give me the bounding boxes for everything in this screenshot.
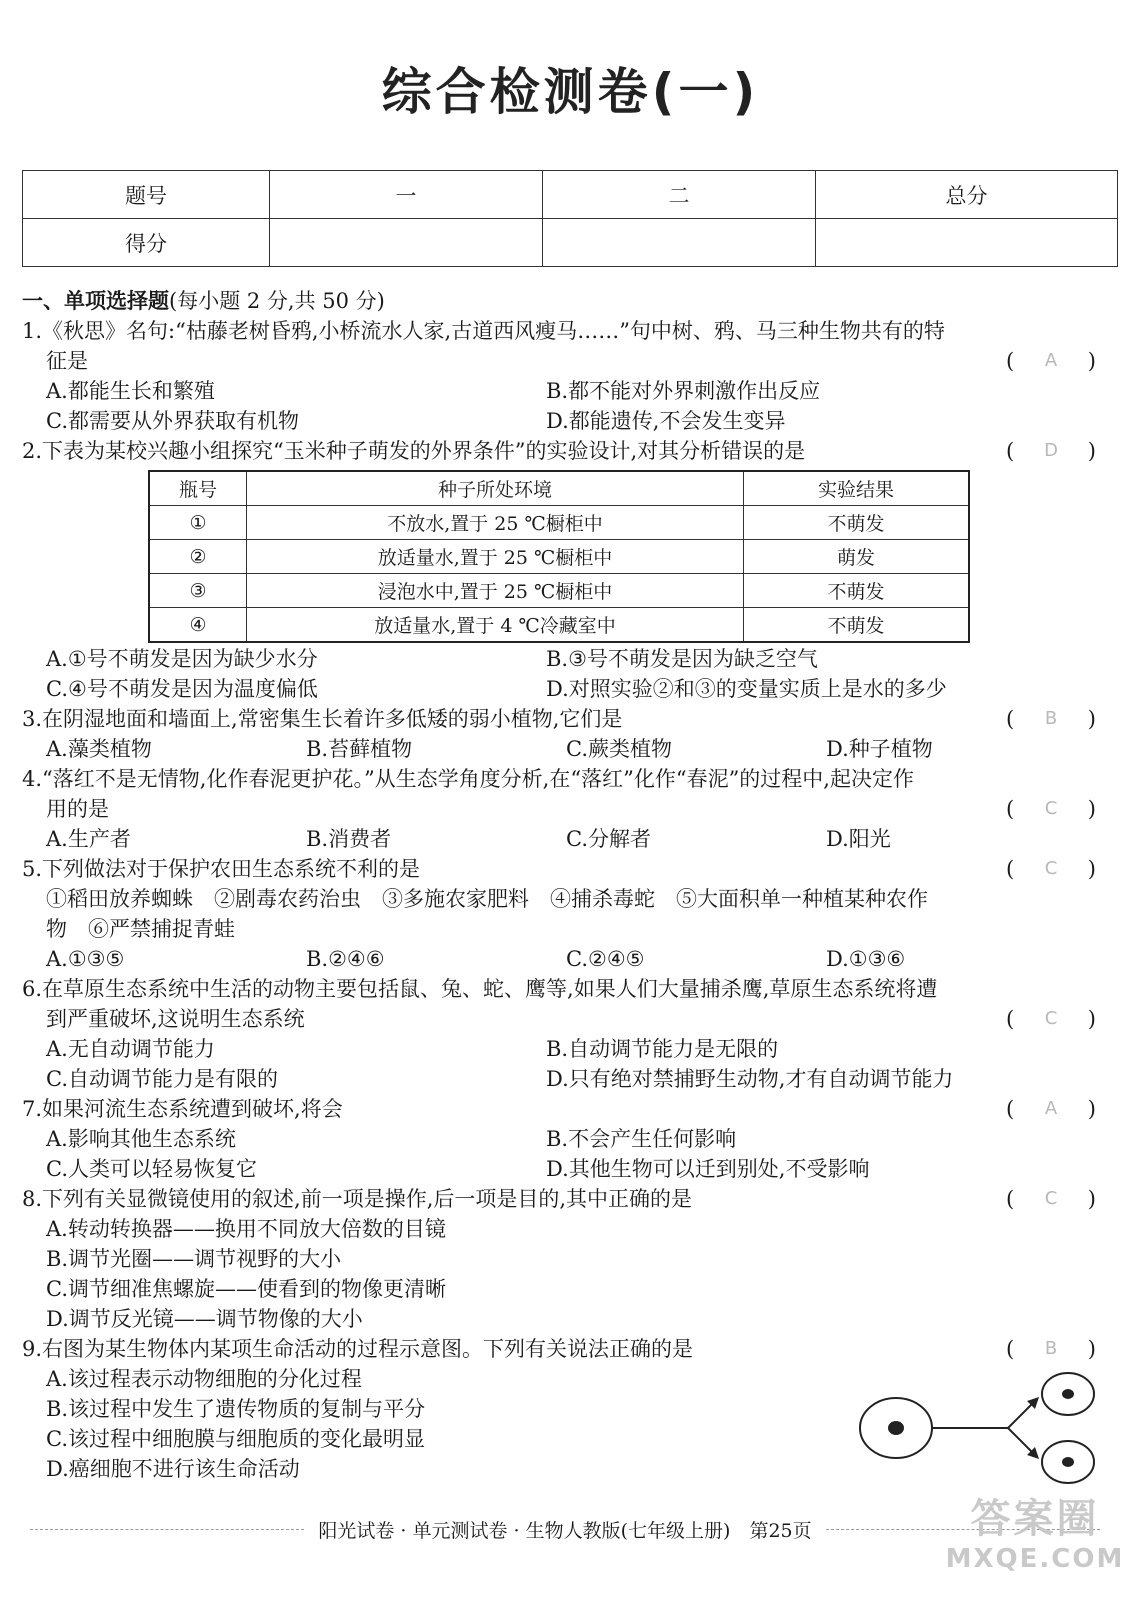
table-header: 种子所处环境 — [247, 471, 744, 506]
question-6-stem-cont — [22, 1004, 1096, 1034]
options-row — [22, 944, 1096, 974]
option-a[interactable]: A.①③⑤ — [46, 947, 125, 971]
answer-box[interactable] — [1006, 436, 1096, 466]
answer-box[interactable] — [1006, 1004, 1096, 1034]
option-d[interactable]: D.只有绝对禁捕野生动物,才有自动调节能力 — [546, 1067, 954, 1091]
question-4-stem-text: 用的是 — [46, 797, 109, 821]
footer-text: 阳光试卷 · 单元测试卷 · 生物人教版(七年级上册) 第25页 — [318, 1519, 812, 1542]
question-9-stem — [22, 1334, 1096, 1364]
option-c[interactable]: C.④号不萌发是因为温度偏低 — [46, 677, 318, 701]
score-entry-cell[interactable] — [816, 219, 1118, 267]
question-6-stem: 6.在草原生态系统中生活的动物主要包括鼠、兔、蛇、鹰等,如果人们大量捕杀鹰,草原生态系统将遭 — [22, 977, 938, 1001]
option-c[interactable]: C.调节细准焦螺旋——使看到的物像更清晰 — [46, 1277, 446, 1301]
option-a[interactable]: A.①号不萌发是因为缺少水分 — [46, 647, 318, 671]
answer-box[interactable] — [1006, 1094, 1096, 1124]
question-4-stem-cont — [22, 794, 1096, 824]
options-row — [22, 1064, 1096, 1094]
option-b[interactable]: B.③号不萌发是因为缺乏空气 — [546, 647, 818, 671]
options-row — [22, 734, 1096, 764]
answer-box[interactable] — [1006, 794, 1096, 824]
question-3-stem — [22, 704, 1096, 734]
options-row — [22, 644, 1096, 674]
answer-box[interactable] — [1006, 1334, 1096, 1364]
option-b[interactable]: B.苔藓植物 — [306, 737, 413, 761]
option-c[interactable]: C.都需要从外界获取有机物 — [46, 409, 299, 433]
paren-open: ( — [1006, 1187, 1015, 1211]
question-8-stem — [22, 1184, 1096, 1214]
option-b[interactable]: B.不会产生任何影响 — [546, 1127, 737, 1151]
option-d[interactable]: D.阳光 — [826, 827, 891, 851]
question-list — [22, 286, 1096, 1484]
table-header: 瓶号 — [149, 471, 247, 506]
option-b[interactable]: B.②④⑥ — [306, 947, 385, 971]
table-row — [149, 540, 969, 574]
score-header-cell: 二 — [543, 171, 816, 219]
option-a[interactable]: A.都能生长和繁殖 — [46, 379, 215, 403]
question-5-stem-text: 5.下列做法对于保护农田生态系统不利的是 — [22, 857, 421, 881]
question-7-stem — [22, 1094, 1096, 1124]
paren-open: ( — [1006, 1007, 1015, 1031]
paren-open: ( — [1006, 1097, 1015, 1121]
section-note: (每小题 2 分,共 50 分) — [169, 289, 385, 313]
option-d[interactable]: D.癌细胞不进行该生命活动 — [46, 1457, 300, 1481]
question-1-stem-text: 征是 — [46, 349, 88, 373]
answer-box[interactable] — [1006, 346, 1096, 376]
option-a[interactable]: A.生产者 — [46, 827, 131, 851]
answer-box[interactable] — [1006, 1184, 1096, 1214]
section-heading — [22, 286, 1096, 316]
options-row — [22, 376, 1096, 406]
table-row — [149, 506, 969, 540]
parent-nucleus — [888, 1421, 904, 1435]
options-row — [22, 406, 1096, 436]
options-row — [22, 1154, 1096, 1184]
paren-close: ) — [1087, 857, 1096, 881]
score-header-cell: 一 — [270, 171, 543, 219]
option-c[interactable]: C.②④⑤ — [566, 947, 645, 971]
option-b[interactable]: B.该过程中发生了遗传物质的复制与平分 — [46, 1397, 426, 1421]
option-d[interactable]: D.对照实验②和③的变量实质上是水的多少 — [546, 677, 947, 701]
question-9-stem-text: 9.右图为某生物体内某项生命活动的过程示意图。下列有关说法正确的是 — [22, 1337, 694, 1361]
option-d[interactable]: D.都能遗传,不会发生变异 — [546, 409, 786, 433]
question-7-stem-text: 7.如果河流生态系统遭到破坏,将会 — [22, 1097, 343, 1121]
answer-letter: B — [1044, 708, 1058, 729]
options-row — [22, 1124, 1096, 1154]
table-cell: ③ — [149, 574, 247, 608]
answer-box[interactable] — [1006, 704, 1096, 734]
answer-box[interactable] — [1006, 854, 1096, 884]
answer-letter: C — [1044, 858, 1058, 879]
daughter-nucleus-bottom — [1062, 1457, 1074, 1467]
option-c[interactable]: C.该过程中细胞膜与细胞质的变化最明显 — [46, 1427, 425, 1451]
table-cell: ② — [149, 540, 247, 574]
table-cell: 放适量水,置于 4 ℃冷藏室中 — [247, 608, 744, 643]
question-4-stem: 4.“落红不是无情物,化作春泥更护花。”从生态学角度分析,在“落红”化作“春泥”的过程中,起决定作 — [22, 767, 914, 791]
table-cell: 浸泡水中,置于 25 ℃橱柜中 — [247, 574, 744, 608]
paren-close: ) — [1087, 1337, 1096, 1361]
score-entry-cell[interactable] — [543, 219, 816, 267]
options-row — [22, 824, 1096, 854]
score-label-cell: 得分 — [23, 219, 270, 267]
option-b[interactable]: B.自动调节能力是无限的 — [546, 1037, 779, 1061]
table-cell: ① — [149, 506, 247, 540]
table-cell: 不萌发 — [744, 608, 970, 643]
question-5-stem — [22, 854, 1096, 884]
paren-open: ( — [1006, 349, 1015, 373]
answer-letter: D — [1044, 440, 1058, 461]
table-cell: ④ — [149, 608, 247, 643]
paren-open: ( — [1006, 797, 1015, 821]
option-c[interactable]: C.自动调节能力是有限的 — [46, 1067, 278, 1091]
option-c[interactable]: C.蕨类植物 — [566, 737, 672, 761]
score-header-cell: 总分 — [816, 171, 1118, 219]
option-c[interactable]: C.分解者 — [566, 827, 651, 851]
question-6-stem-text: 到严重破坏,这说明生态系统 — [46, 1007, 305, 1031]
question-2-stem — [22, 436, 1096, 466]
option-a[interactable]: A.影响其他生态系统 — [46, 1127, 236, 1151]
option-b[interactable]: B.调节光圈——调节视野的大小 — [46, 1247, 342, 1271]
table-cell: 不放水,置于 25 ℃橱柜中 — [247, 506, 744, 540]
section-title: 一、单项选择题 — [22, 288, 169, 313]
paren-close: ) — [1087, 1187, 1096, 1211]
paren-close: ) — [1087, 439, 1096, 463]
question-3-stem-text: 3.在阴湿地面和墙面上,常密集生长着许多低矮的弱小植物,它们是 — [22, 707, 623, 731]
option-a[interactable]: A.该过程表示动物细胞的分化过程 — [46, 1367, 362, 1391]
paren-close: ) — [1087, 707, 1096, 731]
question-1-stem-cont — [22, 346, 1096, 376]
paren-open: ( — [1006, 1337, 1015, 1361]
question-1-stem: 1.《秋思》名句:“枯藤老树昏鸦,小桥流水人家,古道西风瘦马……”句中树、鸦、马三种生物共有的特 — [22, 319, 945, 343]
table-header: 实验结果 — [744, 471, 970, 506]
option-d[interactable]: D.其他生物可以迁到别处,不受影响 — [546, 1157, 870, 1181]
footer-divider — [30, 1529, 304, 1530]
experiment-table-wrap — [22, 466, 1096, 644]
cell-division-diagram — [858, 1370, 1098, 1486]
score-table — [22, 170, 1118, 267]
options-row — [22, 1034, 1096, 1064]
paren-open: ( — [1006, 439, 1015, 463]
question-2-stem-text: 2.下表为某校兴趣小组探究“玉米种子萌发的外界条件”的实验设计,对其分析错误的是 — [22, 439, 806, 463]
table-cell: 萌发 — [744, 540, 970, 574]
table-row — [149, 574, 969, 608]
option-b[interactable]: B.消费者 — [306, 827, 392, 851]
paren-open: ( — [1006, 857, 1015, 881]
paren-open: ( — [1006, 707, 1015, 731]
watermark-url: MXQE.COM — [945, 1544, 1125, 1574]
daughter-nucleus-top — [1062, 1389, 1074, 1399]
table-row — [149, 608, 969, 643]
answer-letter: C — [1044, 1188, 1058, 1209]
option-d[interactable]: D.①③⑥ — [826, 947, 906, 971]
option-c[interactable]: C.人类可以轻易恢复它 — [46, 1157, 257, 1181]
answer-letter: C — [1044, 1008, 1058, 1029]
watermark-text: 答案圈 — [970, 1496, 1100, 1542]
answer-letter: B — [1044, 1338, 1058, 1359]
option-a[interactable]: A.藻类植物 — [46, 737, 152, 761]
page-title: 综合检测卷(一) — [381, 63, 760, 121]
answer-letter: C — [1044, 798, 1058, 819]
paren-close: ) — [1087, 797, 1096, 821]
option-d[interactable]: D.种子植物 — [826, 737, 933, 761]
option-b[interactable]: B.都不能对外界刺激作出反应 — [546, 379, 821, 403]
table-cell: 放适量水,置于 25 ℃橱柜中 — [247, 540, 744, 574]
option-d[interactable]: D.调节反光镜——调节物像的大小 — [46, 1307, 363, 1331]
options-row — [22, 674, 1096, 704]
experiment-table — [148, 470, 970, 643]
paren-close: ) — [1087, 1007, 1096, 1031]
option-a[interactable]: A.转动转换器——换用不同放大倍数的目镜 — [46, 1217, 446, 1241]
answer-letter: A — [1044, 350, 1058, 371]
question-5-items-cont: 物 ⑥严禁捕捉青蛙 — [46, 917, 235, 941]
table-cell: 不萌发 — [744, 506, 970, 540]
score-header-cell: 题号 — [23, 171, 270, 219]
option-a[interactable]: A.无自动调节能力 — [46, 1037, 215, 1061]
question-8-stem-text: 8.下列有关显微镜使用的叙述,前一项是操作,后一项是目的,其中正确的是 — [22, 1187, 693, 1211]
answer-letter: A — [1044, 1098, 1058, 1119]
table-cell: 不萌发 — [744, 574, 970, 608]
question-5-items: ①稻田放养蜘蛛 ②剧毒农药治虫 ③多施农家肥料 ④捕杀毒蛇 ⑤大面积单一种植某种农作 — [46, 887, 928, 911]
watermark-logo — [930, 1494, 1140, 1600]
paren-close: ) — [1087, 349, 1096, 373]
score-entry-cell[interactable] — [270, 219, 543, 267]
paren-close: ) — [1087, 1097, 1096, 1121]
